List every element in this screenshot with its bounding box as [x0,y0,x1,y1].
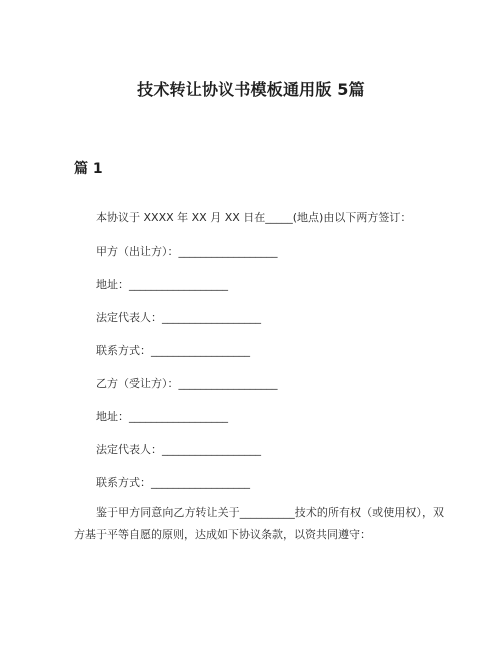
document-title: 技术转让协议书模板通用版 5篇 [137,80,365,99]
party-a-address-line: 地址：__________________ [96,278,228,291]
party-b-contact-line: 联系方式：__________________ [96,476,250,489]
party-b-address-line: 地址：__________________ [96,410,228,423]
party-a-line: 甲方（出让方）：__________________ [96,245,278,258]
party-a-representative-line: 法定代表人：__________________ [96,311,261,324]
party-a-contact-line: 联系方式：__________________ [96,344,250,357]
recital-paragraph: 鉴于甲方同意向乙方转让关于__________技术的所有权（或使用权），双方基于平等自愿的原则，达成如下协议条款，以资共同遵守： [74,506,444,541]
agreement-intro-line: 本协议于 XXXX 年 XX 月 XX 日在_____(地点)由以下两方签订： [96,211,412,224]
party-b-line: 乙方（受让方）：__________________ [96,377,278,390]
section-heading: 篇 1 [74,161,103,177]
party-b-representative-line: 法定代表人：__________________ [96,443,261,456]
